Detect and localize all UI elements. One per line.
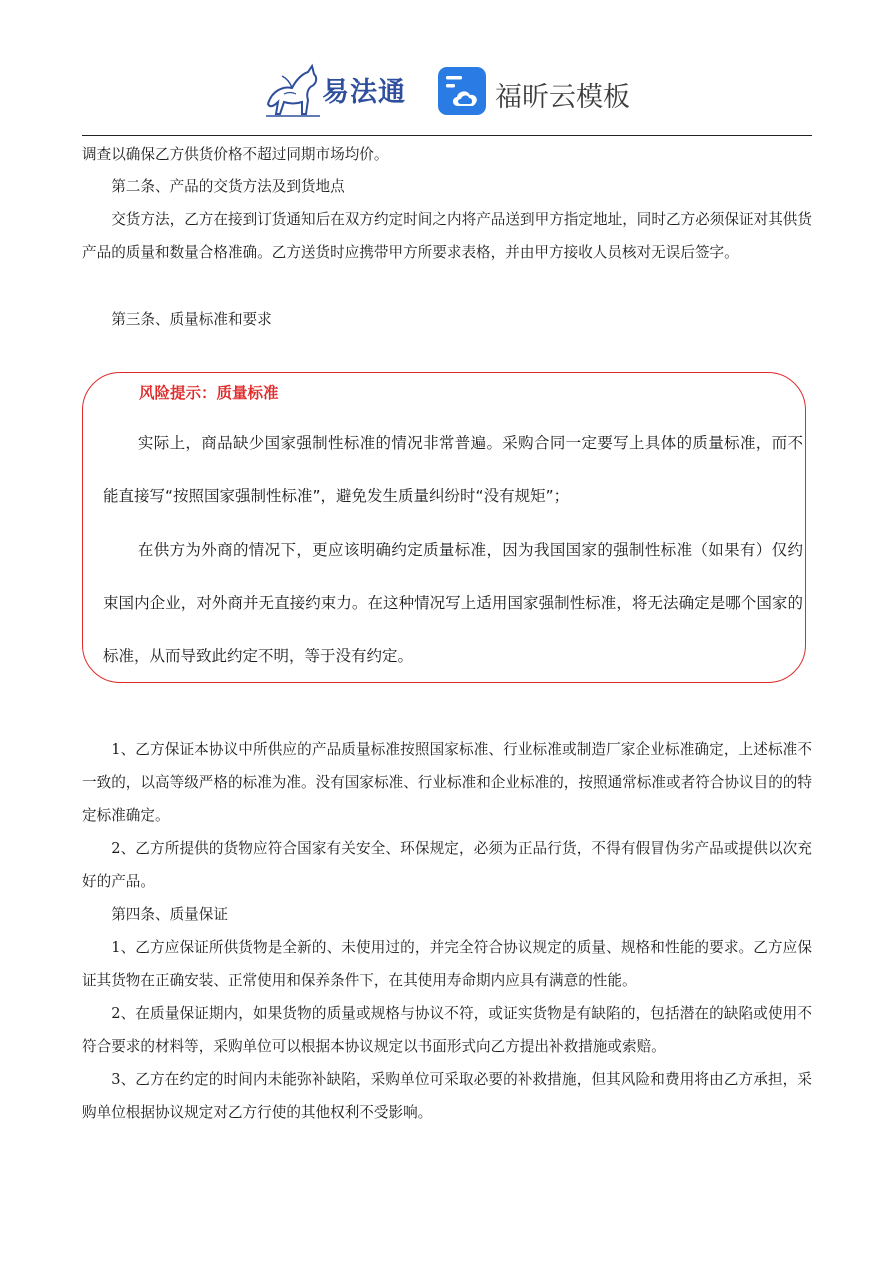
yifatong-logo: [262, 60, 412, 120]
section-heading-3: 第三条、质量标准和要求: [111, 311, 272, 328]
paragraph: 2、乙方所提供的货物应符合国家有关安全、环保规定，必须为正品行货，不得有假冒伪劣产品或提供以次充好的产品。: [82, 840, 812, 890]
risk-paragraph-1: 实际上，商品缺少国家强制性标准的情况非常普遍。采购合同一定要写上具体的质量标准，而不能直接写“按照国家强制性标准”，避免发生质量纠纷时“没有规矩”；: [103, 434, 803, 505]
yifatong-brand-text: 易法通: [322, 77, 406, 108]
paragraph: 交货方法，乙方在接到订货通知后在双方约定时间之内将产品送到甲方指定地址，同时乙方必须保证对其供货产品的质量和数量合格准确。乙方送货时应携带甲方所要求表格，并由甲方接收人员核对无误后签字。: [82, 211, 812, 261]
paragraph: 调查以确保乙方供货价格不超过同期市场均价。: [82, 146, 389, 163]
paragraph: 1、乙方应保证所供货物是全新的、未使用过的，并完全符合协议规定的质量、规格和性能的要求。乙方应保证其货物在正确安装、正常使用和保养条件下，在其使用寿命期内应具有满意的性能。: [82, 939, 812, 989]
header-divider: [82, 135, 812, 136]
foxit-template-logo: [437, 66, 637, 118]
section-heading-4: 第四条、质量保证: [111, 906, 228, 923]
paragraph: 2、在质量保证期内，如果货物的质量或规格与协议不符，或证实货物是有缺陷的，包括潜在的缺陷或使用不符合要求的材料等，采购单位可以根据本协议规定以书面形式向乙方提出补救措施或索赔。: [82, 1005, 812, 1055]
risk-paragraph-2: 在供方为外商的情况下，更应该明确约定质量标准，因为我国国家的强制性标准（如果有）仅约束国内企业，对外商并无直接约束力。在这种情况写上适用国家强制性标准，将无法确定是哪个国家的标准，从而导致此约定不明，等于没有约定。: [103, 541, 803, 665]
paragraph: 1、乙方保证本协议中所供应的产品质量标准按照国家标准、行业标准或制造厂家企业标准确定，上述标准不一致的，以高等级严格的标准为准。没有国家标准、行业标准和企业标准的，按照通常标准或者符合协议目的的特定标准确定。: [82, 741, 812, 824]
risk-title: 风险提示：质量标准: [139, 384, 279, 402]
foxit-brand-text: 福昕云模板: [495, 82, 630, 113]
risk-warning-box: [82, 372, 806, 683]
paragraph: 3、乙方在约定的时间内未能弥补缺陷，采购单位可采取必要的补救措施，但其风险和费用将由乙方承担，采购单位根据协议规定对乙方行使的其他权利不受影响。: [82, 1071, 812, 1121]
section-heading-2: 第二条、产品的交货方法及到货地点: [111, 178, 345, 195]
horse-logo-icon: [262, 60, 324, 120]
cloud-document-icon: [437, 66, 487, 116]
page-header: [0, 0, 893, 136]
